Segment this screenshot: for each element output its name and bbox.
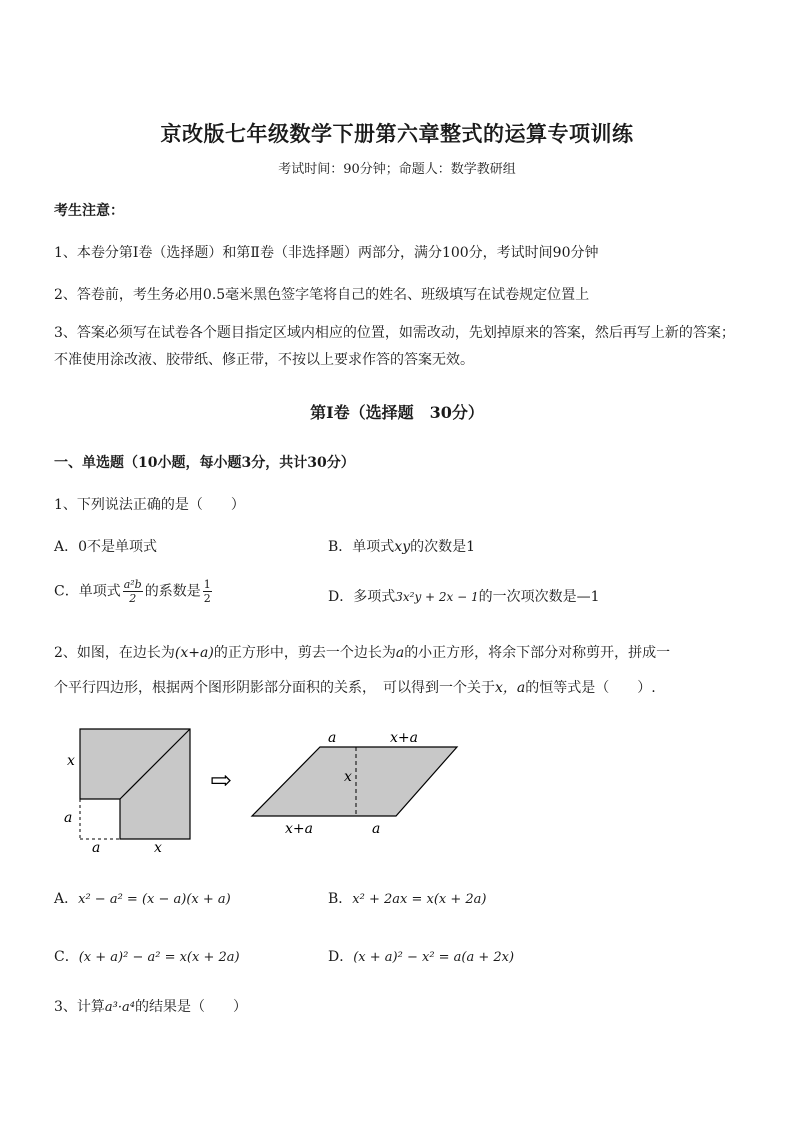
notice-heading: 考生注意： [54,203,124,219]
q3-stem-post: 的结果是（ ） [134,999,247,1015]
q2-stem-text-d: 个平行四边形，根据两个图形阴影部分面积的关系， 可以得到一个关于 [54,680,495,696]
q2-stem-expr: (x+a) [174,645,214,661]
square-label-x-left: x [67,753,75,769]
q3-stem [54,996,247,1016]
par-label-bot-a: a [372,821,381,837]
q1-option-a: A．0不是单项式 [54,539,158,555]
q2-b-label: B． [328,891,353,907]
par-label-top-xa: x+a [390,730,418,746]
q2-stem-line-2 [54,677,656,697]
q2-c-expr: (x + a)² − a² = x(x + 2a) [78,950,240,965]
q2-stem-var: a [395,645,405,661]
q2-d-expr: (x + a)² − x² = a(a + 2x) [353,950,515,965]
parallelogram-figure [252,730,457,837]
notice-item-2: 2、答卷前，考生务必用0.5毫米黑色签字笔将自己的姓名、班级填写在试卷规定位置上 [54,287,590,303]
exam-title: 京改版七年级数学下册第六章整式的运算专项训练 [160,121,634,146]
q1-option-c [54,578,214,605]
q1-b-expr: xy [394,539,411,555]
square-figure [64,729,190,856]
par-label-mid-x: x [344,769,352,785]
q2-stem-vars: x，a [495,680,526,696]
q3-stem-expr: a³·a⁴ [104,1000,135,1015]
square-label-x-bottom: x [154,840,162,856]
q3-stem-pre: 3、计算 [54,999,105,1015]
q2-c-label: C． [54,949,79,965]
q2-option-c [54,946,240,966]
q1-c-fraction: $\frac{\text{a²b}}{2}$ [123,578,142,605]
transform-arrow-icon: ⇨ [210,766,232,796]
par-label-bot-xa: x+a [285,821,313,837]
q2-stem-text-c: 的小正方形，将余下部分对称剪开，拼成一 [404,645,671,661]
q2-stem-text-e: 的恒等式是（ ）. [525,680,656,696]
q2-stem-line-1 [54,642,670,662]
square-label-a-bottom: a [92,840,101,856]
q2-a-expr: x² − a² = (x − a)(x + a) [78,892,231,907]
q2-d-label: D． [328,949,354,965]
q1-b-pre: B．单项式 [328,539,395,555]
q1-d-post: 的一次项次数是—1 [478,589,600,605]
square-label-a-left: a [64,810,73,826]
parallelogram-shaded-region [252,747,457,816]
q1-c-mid: 的系数是 [144,583,201,600]
q2-option-a [54,888,231,908]
q2-stem-text-a: 2、如图，在边长为 [54,645,175,661]
part-title: 一、单选题（10小题，每小题3分，共计30分） [54,455,355,471]
q1-c-coef-fraction: $\frac{1}{2}$ [203,578,211,605]
q2-option-b [328,888,487,908]
par-label-top-a: a [328,730,337,746]
q1-option-d [328,586,600,606]
exam-subtitle: 考试时间：90分钟；命题人：数学教研组 [278,162,516,177]
q1-b-post: 的次数是1 [410,539,476,555]
section-title: 第Ⅰ卷（选择题 30分） [310,403,484,422]
q1-d-pre: D．多项式 [328,589,396,605]
q2-option-d [328,946,514,966]
notice-item-1: 1、本卷分第Ⅰ卷（选择题）和第Ⅱ卷（非选择题）两部分，满分100分，考试时间90分钟 [54,245,599,261]
q2-stem-text-b: 的正方形中，剪去一个边长为 [213,645,396,661]
q2-b-expr: x² + 2ax = x(x + 2a) [352,892,487,907]
q1-option-b [328,536,475,556]
q1-stem: 1、下列说法正确的是（ ） [54,497,245,513]
q1-d-expr: 3x²y + 2x − 1 [395,590,479,604]
notice-item-3: 3、答案必须写在试卷各个题目指定区域内相应的位置，如需改动，先划掉原来的答案，然后再写上新的答案；不准使用涂改液、胶带纸、修正带，不按以上要求作答的答案无效。 [54,325,735,368]
q2-figure [0,715,794,865]
q2-a-label: A． [54,891,79,907]
q1-c-pre: C．单项式 [54,583,121,600]
